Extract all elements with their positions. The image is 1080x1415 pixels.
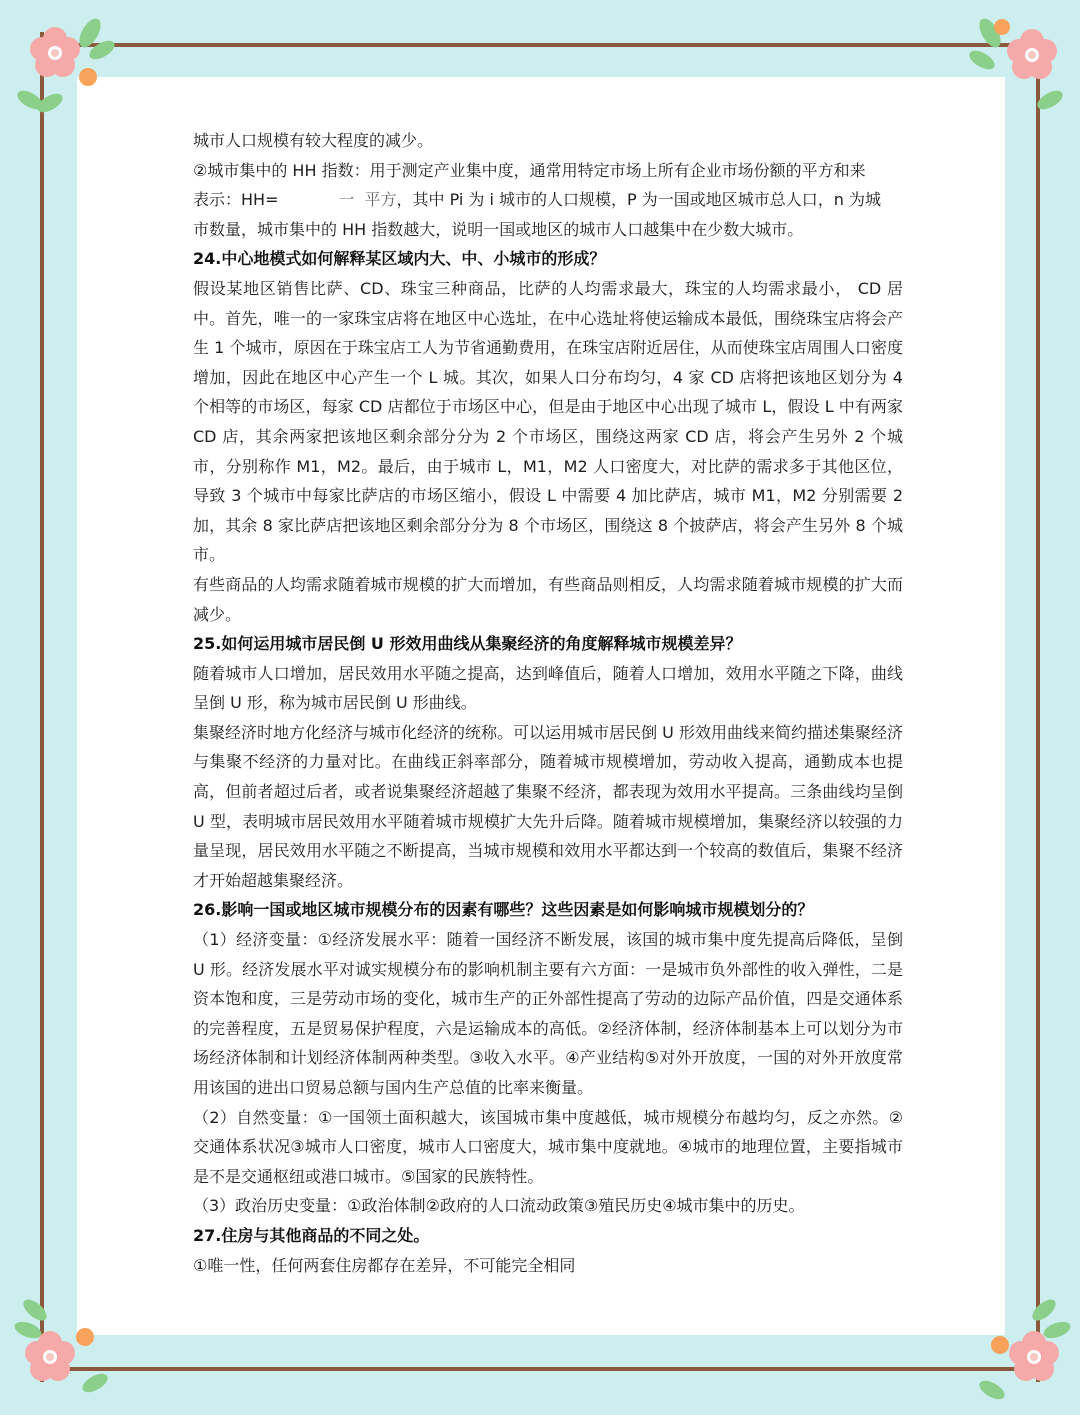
frame-top-line: [32, 43, 1048, 47]
formula-prefix: 表示：HH=: [193, 190, 279, 210]
answer-25-paragraph-2: 集聚经济时地方化经济与城市化经济的统称。可以运用城市居民倒 U 形效用曲线来简约描述集聚经济与集聚不经济的力量对比。在曲线正斜率部分，随着城市规模增加，劳动收入提高，通勤成本也提高，但前者超过后者，或者说集聚经济超越了集聚不经济，都表现为效用水平提高。三条曲线均呈倒 U 型，表明城市居民效用水平随着城市规模扩大先升后降。随着城市规模增加，集聚经济以较强的力量呈现，居民效用水平随之不断提高，当城市规模和效用水平都达到一个较高的数值后，集聚不经济才开始超越集聚经济。: [193, 722, 903, 890]
frame-right-line: [1036, 32, 1040, 1382]
document-body: [193, 126, 903, 1280]
formula-square: 平方: [364, 190, 397, 210]
answer-25-paragraph-1: 随着城市人口增加，居民效用水平随之提高，达到峰值后，随着人口增加，效用水平随之下降，曲线呈倒 U 形，称为城市居民倒 U 形曲线。: [193, 663, 903, 713]
answer-27-paragraph-1: ①唯一性，任何两套住房都存在差异，不可能完全相同: [193, 1255, 576, 1275]
paragraph-hh-definition: ②城市集中的 HH 指数：用于测定产业集中度，通常用特定市场上所有企业市场份额的平方和来: [193, 160, 866, 180]
frame-bottom-line: [32, 1367, 1048, 1371]
paragraph-intro: 城市人口规模有较大程度的减少。: [193, 131, 434, 150]
paragraph-hh-formula: [193, 185, 903, 215]
answer-26-political: （3）政治历史变量：①政治体制②政府的人口流动政策③殖民历史④城市集中的历史。: [193, 1196, 805, 1216]
question-heading-24: 24.中心地模式如何解释某区域内大、中、小城市的形成？: [193, 249, 606, 269]
paragraph-hh-conclusion: 市数量，城市集中的 HH 指数越大，说明一国或地区的城市人口越集中在少数大城市。: [193, 219, 804, 239]
question-heading-25: 25.如何运用城市居民倒 U 形效用曲线从集聚经济的角度解释城市规模差异？: [193, 634, 742, 654]
question-heading-27: 27.住房与其他商品的不同之处。: [193, 1225, 430, 1245]
question-heading-26: 26.影响一国或地区城市规模分布的因素有哪些？这些因素是如何影响城市规模划分的？: [193, 900, 814, 920]
flower-corner-bottom-left-icon: [10, 1295, 120, 1405]
frame-left-line: [40, 32, 44, 1382]
formula-suffix: ，其中 Pi 为 i 城市的人口规模，P 为一国或地区城市总人口，n 为城: [396, 190, 882, 210]
answer-26-economic: （1）经济变量：①经济发展水平：随着一国经济不断发展，该国的城市集中度先提高后降低，呈倒 U 形。经济发展水平对诚实规模分布的影响机制主要有六方面：一是城市负外部性的收入弹性，二是资本饱和度，三是劳动市场的变化，城市生产的正外部性提高了劳动的边际产品价值，四是交通体系的完善程度，五是贸易保护程度，六是运输成本的高低。②经济体制，经济体制基本上可以划分为市场经济体制和计划经济体制两种类型。③收入水平。④产业结构⑤对外开放度，一国的对外开放度常用该国的进出口贸易总额与国内生产总值的比率来衡量。: [193, 930, 903, 1097]
flower-corner-bottom-right-icon: [962, 1295, 1072, 1405]
flower-corner-top-right-icon: [962, 5, 1072, 115]
answer-24-paragraph-1: 假设某地区销售比萨、CD、珠宝三种商品，比萨的人均需求最大，珠宝的人均需求最小， CD 居中。首先，唯一的一家珠宝店将在地区中心选址，在中心选址将使运输成本最低，围绕珠宝店将会产生 1 个城市，原因在于珠宝店工人为节省通勤费用，在珠宝店附近居住，从而使珠宝店周围人口密度增加，因此在地区中心产生一个 L 城。其次，如果人口分布均匀，4 家 CD 店将把该地区划分为 4 个相等的市场区，每家 CD 店都位于市场区中心，但是由于地区中心出现了城市 L，假设 L 中有两家 CD 店，其余两家把该地区剩余部分分为 2 个市场区，围绕这两家 CD 店，将会产生另外 2 个城市，分别称作 M1，M2。最后，由于城市 L，M1，M2 人口密度大，对比萨的需求多于其他区位，导致 3 个城市中每家比萨店的市场区缩小，假设 L 中需要 4 加比萨店，城市 M1，M2 分别需要 2 加，其余 8 家比萨店把该地区剩余部分分为 8 个市场区，围绕这 8 个披萨店，将会产生另外 8 个城市。: [193, 278, 903, 565]
flower-corner-top-left-icon: [10, 5, 120, 115]
answer-24-paragraph-2: 有些商品的人均需求随着城市规模的扩大而增加，有些商品则相反，人均需求随着城市规模的扩大而减少。: [193, 574, 903, 624]
answer-26-natural: （2）自然变量：①一国领土面积越大，该国城市集中度越低，城市规模分布越均匀，反之亦然。②交通体系状况③城市人口密度，城市人口密度大，城市集中度就地。④城市的地理位置，主要指城市是不是交通枢纽或港口城市。⑤国家的民族特性。: [193, 1107, 903, 1186]
formula-dash: 一: [338, 190, 355, 210]
